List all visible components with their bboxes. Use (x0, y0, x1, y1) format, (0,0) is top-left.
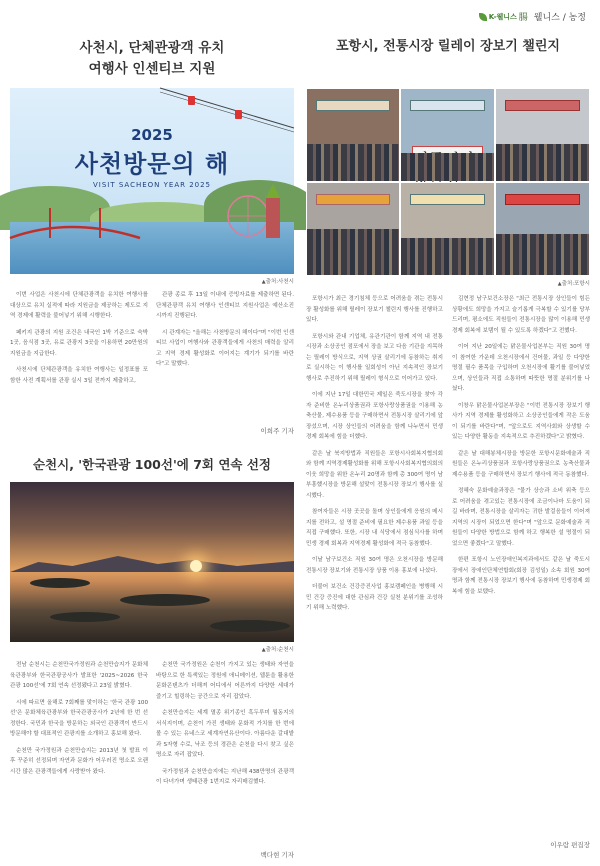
pohang-body-col1 (306, 294, 443, 620)
photo-cell (306, 182, 400, 276)
sacheon-title-line2: 여행사 인센티브 지원 (88, 61, 216, 77)
paragraph: 시에 따르면 올해로 7회째를 맞이하는 '한국 관광 100선'은 문화체육관광부와 한국관광공사가 2년에 한 번 선정한다. 국민과 한국을 방문하는 외국인 관광객이 반드시 방문해야 할 대표적인 관광지를 소개하고 홍보해 왔다. (10, 699, 148, 737)
pohang-body-col2 (452, 294, 590, 603)
photo-cell (400, 182, 495, 276)
banner-title-block (10, 126, 294, 189)
banner-sub-text: VISIT SACHEON YEAR 2025 (92, 181, 212, 189)
paragraph: 포항시가 최근 경기침체 등으로 어려움을 겪는 전통시장 활성화를 위해 릴레이 장보기 챌린지 행사를 진행하고 있다. (306, 296, 443, 323)
paragraph: 김현정 남구보건소장은 "최근 전통시장 상인들이 힘든 상황에도 희망을 가지고 슬기롭게 극복할 수 있기를 당부드리며, 평소에도 직원들이 전통시장을 많이 이용해 민생 경제 회복에 보탬이 될 수 있도록 하겠다"고 전했다. (452, 296, 590, 334)
paragraph: 관광 종료 후 13일 이내에 증빙자료를 제출하면 된다. 단체관광객 유치 여행사 인센티브 지원사업은 예산소진 시까지 진행된다. (156, 292, 294, 319)
photo-cell (306, 88, 400, 182)
suncheon-body-col1 (10, 660, 148, 783)
pohang-photo-grid (306, 88, 590, 276)
paragraph: 순천만 국가정원과 순천만습지는 2013년 첫 발표 이후 꾸준히 선정되며 자연과 문화가 어우러진 명소로 오랜 시간 많은 관광객들에게 사랑받아 왔다. (10, 747, 148, 775)
sacheon-body-col2 (156, 290, 294, 376)
suncheon-photo-credit: ▲ 출처:순천시 (10, 645, 294, 653)
photo-cell (495, 182, 590, 276)
suncheon-byline: 백다현 기자 (260, 851, 294, 859)
paragraph: 이번 사업은 사천시에 단체관광객을 유치한 여행사를 대상으로 유치 실적에 따라 지원금을 제공하는 제도로 지역 경제에 활력을 불어넣기 위해 시행한다. (10, 292, 148, 319)
paragraph: 이창우 맑은물사업본부장은 "이번 전통시장 장보기 행사가 지역 경제를 활성화하고 소상공인들에게 작은 도움이 되기를 바란다"며, "앞으로도 지역사회와 상생할 수 있는 다양한 활동을 지속적으로 추진하겠다"고 밝혔다. (452, 402, 590, 440)
paragraph: 페키지 관광의 지원 조건은 내국인 1박 기준으로 숙박 1곳, 음식점 3곳, 유료 관광지 3곳을 이용하면 20만원의 지원금을 지급한다. (10, 329, 148, 357)
paragraph: 순천만습지는 세계 멸종 위기종인 흑두루미 월동지의 서식지이며, 순천이 가진 생태와 문화적 가치를 한 번에 볼 수 있는 유네스코 세계자연유산이다. 아름다운 갈대밭과 S자형 수로, 낙조 등의 경관은 순천을 다시 찾고 싶은 명소로 자리 잡았다. (156, 710, 294, 758)
sacheon-body-col1 (10, 290, 148, 392)
suncheon-wetland-photo (10, 482, 294, 642)
sacheon-photo-credit: ▲ 출처:사천시 (10, 277, 294, 285)
leaf-icon (479, 13, 487, 21)
paragraph: 시 관계자는 "올해는 사천방문의 해이다"며 "이번 인센티브 사업이 여행사와 관광객들에게 사천의 매력을 알리고 지역 경제 활성화로 이어지는 계기가 되기를 바란다"고 말했다. (156, 329, 294, 367)
paragraph: 같은 날 대해봉체시장을 방문한 포항시문화예술과 직원들은 온누리상품권과 포항사랑상품권으로 농축산물과 제수용품 등을 구매하면서 장보기 행사에 적극 동참했다. (452, 450, 590, 478)
paragraph: 정혜숙 문화예술과장은 "물가 상승과 소비 위축 등으로 어려움을 겪고있는 전통시장에 조금이나마 도움이 되길 바라며, 전통시장을 살리자는 귀한 발걸음들이 이어져 지역의 시장이 되었으면 한다"며 "앞으로 문화예술과 직원들이 다양한 방법으로 함께 하고 행복한 설 명절이 되었으면 좋겠다"고 말했다. (452, 488, 590, 547)
banner-year: 2025 (131, 126, 173, 144)
paragraph: 포항시와 관내 기업체, 유관기관이 함께 지역 내 전통시장과 소상공인 점포에서 장을 보고 다음 기관을 지목하는 릴레이 방식으로, 지역 상권 살리기에 동참하는 취지로 실시하는 이 행사를 일회성이 아닌 지속적인 장보기 행사로 추진하기 위해 릴레이 형식으로 이어가고 있다. (306, 333, 443, 382)
paragraph: 이어 지난 20일에는 맑은물사업본부는 직원 30여 명이 참여한 가운데 오천시장에서 건어물, 과일 등 다양한 명절 필수 품목을 구입하며 오천시장에 활기를 불어넣었으며, 상인들과 직접 소통하며 따뜻한 명절 분위기를 나눴다. (452, 344, 590, 392)
pohang-photo-credit: ▲ 출처:포항시 (306, 279, 590, 287)
paragraph: 이날 남구보건소 직원 30여 명은 오천시장을 방문해 전통시장 장보기와 전통시장 상품 이용 홍보에 나섰다. (306, 557, 443, 574)
brand-small-text: K-웰니스 (488, 12, 517, 21)
photo-cell (400, 88, 495, 182)
paragraph: 더불어 보건소 건강증진사업 홍보캠페인을 병행해 시민 건강 증진에 대한 관심과 건강 실천 분위기를 조성하기 위해 노력했다. (306, 584, 443, 611)
banner-main-text: 사천방문의 해 (74, 150, 230, 178)
sacheon-title (10, 38, 294, 80)
sacheon-banner-image (10, 88, 294, 274)
brand-logo (479, 10, 528, 23)
pohang-byline: 이우람 편집장 (550, 841, 590, 849)
paragraph: 사천시에 단체관광객을 유치한 여행사는 일정표를 포함한 사전 계획서를 관광 실시 3일 전까지 제출하고, (10, 367, 148, 384)
suncheon-title: 순천시, '한국관광 100선'에 7회 연속 선정 (32, 457, 271, 472)
suncheon-body-col2 (156, 660, 294, 794)
paragraph: 이에 지난 17일 대한민국 제일은 죽도시장을 찾아 각자 준비한 온누리상품권과 포항사랑상품권을 이용해 농축산물, 제수용품 등을 구매하면서 전통시장 살리기에 앞장섰으며, 시장 상인들의 어려움을 함께 나누면서 민생 경제 회복에 힘을 더했다. (306, 392, 443, 440)
paragraph: 국가정원과 순천만습지에는 지난해 438만명의 관광객이 다녀가며 생태관광 1번지로 자리매김했다. (156, 768, 294, 785)
sacheon-title-line1: 사천시, 단체관광객 유치 (79, 40, 225, 56)
pohang-title: 포항시, 전통시장 릴레이 장보기 챌린지 (336, 39, 560, 54)
paragraph: 한편 포항시 노인장애인복지과에서도 같은 날 죽도시장에서 장애인단체연합회(회장 김성일) 소속 회원 30여 명과 함께 전통시장 장보기 행사에 동참하며 민생경제 회복에 힘을 보탰다. (452, 557, 590, 595)
paragraph: 참여자들은 시장 곳곳을 돌며 상인들에게 응원의 메시지를 전하고, 설 명절 준비에 필요한 제수용품 과일 등을 직접 구매했다. 또한, 시장 내 식당에서 점심식사를 하며 민생 경제 회복과 지역경제 활성화에 적극 동참했다. (306, 509, 443, 547)
page-header (479, 10, 586, 23)
sacheon-byline: 이희주 기자 (260, 427, 294, 435)
brand-hand-text: 腸 (518, 13, 528, 23)
paragraph: 전남 순천시는 순천만국가정원과 순천만습지가 문화체육관광부와 한국관광공사가 발표한 '2025~2026 한국 관광 100선'에 7회 연속 선정됐다고 23일 밝혔다. (10, 662, 148, 689)
photo-cell (495, 88, 590, 182)
paragraph: 같은 날 북지방법과 직원들은 포항시사회복지협의회와 함께 지역경제활성화를 위해 포항시사회복지협의회의 이웃 희망을 위한 온누리 20명과 함께 총 300여 명이 남부흥했시장을 방문해 설맞이 전통시장 장보기 행사를 실시했다. (306, 450, 443, 499)
paragraph: 순천만 국가정원은 순천이 가지고 있는 생태와 자연을 바탕으로 한 특색있는 정원에 애니메이션, 웹툰을 활용한 문화콘텐츠가 더해져 어디에서 어른까지 다양한 세대가 즐기고 힐링하는 공간으로 자리 잡았다. (156, 662, 294, 700)
section-label: 웰니스 / 농정 (533, 13, 586, 23)
